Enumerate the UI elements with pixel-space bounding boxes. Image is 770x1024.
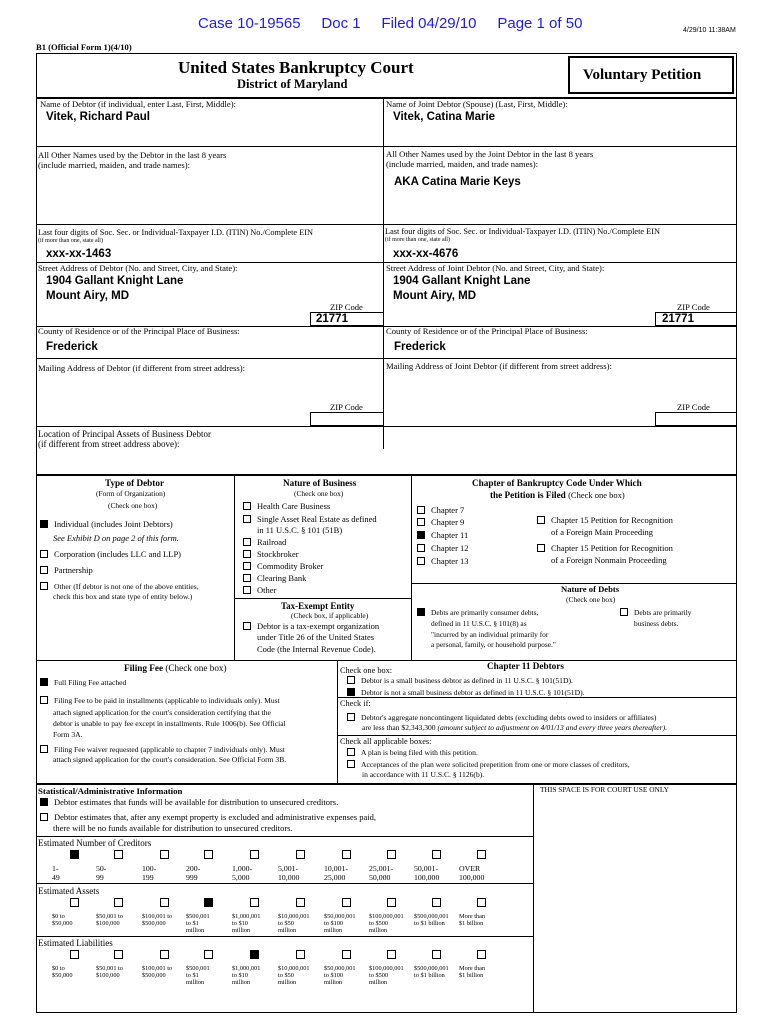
assets-checkbox[interactable]: [250, 898, 259, 907]
creditors-checkbox[interactable]: [114, 850, 123, 859]
creditors-label: 99: [96, 872, 104, 882]
liabilities-checkbox[interactable]: [296, 950, 305, 959]
creditors-label: 100-: [142, 863, 157, 873]
liabilities-label: $50,000: [52, 971, 73, 979]
option-full-fee[interactable]: Full Filing Fee attached: [40, 678, 126, 688]
assets-label: $100,001 to: [142, 912, 173, 920]
joint-ssn-label: Last four digits of Soc. Sec. or Individual-Taxpayer I.D. (ITIN) No./Complete EIN: [385, 227, 660, 236]
debtor-zip: 21771: [316, 313, 348, 325]
assets-label: $50,000: [52, 919, 73, 927]
assets-label: to $10: [232, 919, 248, 927]
business-debts-checkbox[interactable]: [620, 608, 628, 616]
debtor-name: Vitek, Richard Paul: [46, 111, 150, 123]
assets-label: $100,000,001: [369, 912, 404, 920]
assets-checkbox[interactable]: [477, 898, 486, 907]
creditors-checkbox[interactable]: [296, 850, 305, 859]
option-stockbroker[interactable]: Stockbroker: [243, 550, 299, 560]
debtor-street-label: Street Address of Debtor (No. and Street, City, and State):: [38, 263, 238, 273]
liabilities-label: $100,000,001: [369, 964, 404, 972]
assets-label: $500,000: [142, 919, 166, 927]
liabilities-label: to $100: [324, 971, 344, 979]
ch15-nonmain-note: of a Foreign Nonmain Proceeding: [551, 555, 667, 565]
joint-name-label: Name of Joint Debtor (Spouse) (Last, First, Middle):: [386, 99, 568, 109]
creditors-checkbox[interactable]: [477, 850, 486, 859]
consumer-debts-note: defined in 11 U.S.C. § 101(8) as "incurred by an individual primarily for a personal, family, or household purpose.": [431, 619, 556, 650]
creditors-option[interactable]: [369, 850, 415, 883]
liabilities-checkbox[interactable]: [342, 950, 351, 959]
assets-checkbox[interactable]: [70, 898, 79, 907]
creditors-label: 49: [52, 872, 60, 882]
assets-label: $500,000,001: [414, 912, 449, 920]
option-ch15-nonmain[interactable]: Chapter 15 Petition for Recognition: [537, 544, 673, 554]
assets-label: million: [369, 926, 388, 934]
form-id: B1 (Official Form 1)(4/10): [36, 42, 132, 52]
creditors-label: 10,000: [278, 872, 300, 882]
creditors-checkbox[interactable]: [250, 850, 259, 859]
liabilities-label: $100,000: [96, 971, 120, 979]
stockbroker-checkbox[interactable]: [243, 550, 251, 558]
business-debts-note: business debts.: [634, 619, 679, 628]
liabilities-label: $100,001 to: [142, 964, 173, 972]
ch11-checkbox[interactable]: [417, 531, 425, 539]
assets-label: $100,000: [96, 919, 120, 927]
assets-label: to $50: [278, 919, 294, 927]
creditors-label: 100,000: [414, 872, 440, 882]
debtor-mailing-zip-label: ZIP Code: [330, 402, 363, 412]
assets-label: $1 billion: [459, 919, 484, 927]
creditors-label: OVER: [459, 863, 481, 873]
option-clearing[interactable]: Clearing Bank: [243, 574, 306, 584]
debtor-name-label: Name of Debtor (if individual, enter Last, First, Middle):: [40, 99, 236, 109]
option-consumer-debts[interactable]: Debts are primarily consumer debts,: [417, 608, 538, 618]
joint-county-label: County of Residence or of the Principal Place of Business:: [386, 326, 588, 336]
liabilities-option[interactable]: [52, 950, 98, 980]
assets-option[interactable]: [414, 898, 460, 928]
liabilities-option[interactable]: [232, 950, 278, 987]
assets-title: Estimated Assets: [38, 886, 100, 896]
option-ch7[interactable]: Chapter 7: [417, 506, 464, 516]
assets-checkbox[interactable]: [114, 898, 123, 907]
debtor-street-1: 1904 Gallant Knight Lane: [46, 275, 184, 287]
assets-label: $500,001: [186, 912, 210, 920]
funds-available-checkbox[interactable]: [40, 798, 48, 806]
assets-label: $50,001 to: [96, 912, 123, 920]
installments-checkbox[interactable]: [40, 696, 48, 704]
aggregate-debts-checkbox[interactable]: [347, 713, 355, 721]
creditors-option[interactable]: [142, 850, 188, 883]
railroad-checkbox[interactable]: [243, 538, 251, 546]
debtor-ssn: xxx-xx-1463: [46, 248, 112, 260]
creditors-label: 50,000: [369, 872, 391, 882]
assets-option[interactable]: [278, 898, 324, 935]
liabilities-checkbox[interactable]: [250, 950, 259, 959]
liabilities-checkbox[interactable]: [477, 950, 486, 959]
tax-exempt-line3: Code (the Internal Revenue Code).: [257, 644, 376, 654]
liabilities-checkbox[interactable]: [114, 950, 123, 959]
waiver-note: attach signed application for the court's consideration. See Official Form 3B.: [53, 755, 287, 764]
liabilities-label: million: [232, 978, 251, 986]
creditors-label: 5,001-: [278, 863, 299, 873]
single-asset-checkbox[interactable]: [243, 515, 251, 523]
ch11-check-if: Check if:: [340, 699, 371, 708]
creditors-option[interactable]: [278, 850, 324, 883]
filing-fee-title: Filing Fee (Check one box): [124, 663, 227, 673]
location-label: Location of Principal Assets of Business Debtor (if different from street address above):: [38, 429, 211, 450]
assets-label: to $1: [186, 919, 199, 927]
type-debtor-title: Type of Debtor: [105, 478, 165, 488]
liabilities-label: to $1 billion: [414, 971, 445, 979]
nature-business-title: Nature of Business: [283, 478, 357, 488]
type-debtor-sub1: (Form of Organization): [96, 489, 166, 498]
corporation-checkbox[interactable]: [40, 550, 48, 558]
creditors-option[interactable]: [459, 850, 505, 883]
liabilities-label: to $1: [186, 971, 199, 979]
liabilities-label: $500,000,001: [414, 964, 449, 972]
ch12-checkbox[interactable]: [417, 544, 425, 552]
creditors-checkbox[interactable]: [204, 850, 213, 859]
joint-street-1: 1904 Gallant Knight Lane: [393, 275, 531, 287]
assets-checkbox[interactable]: [296, 898, 305, 907]
assets-checkbox[interactable]: [387, 898, 396, 907]
ch15-nonmain-checkbox[interactable]: [537, 544, 545, 552]
liabilities-label: $50,000,001: [324, 964, 356, 972]
option-acceptances[interactable]: Acceptances of the plan were solicited prepetition from one or more classes of creditors,: [347, 760, 630, 770]
creditors-label: 999: [186, 872, 198, 882]
option-small-business[interactable]: Debtor is a small business debtor as defined in 11 U.S.C. § 101(51D).: [347, 676, 573, 686]
liabilities-label: $1,000,001: [232, 964, 261, 972]
assets-label: $10,000,001: [278, 912, 310, 920]
not-small-business-checkbox[interactable]: [347, 688, 355, 696]
option-commodity[interactable]: Commodity Broker: [243, 562, 323, 572]
liabilities-label: $10,000,001: [278, 964, 310, 972]
assets-option[interactable]: [324, 898, 370, 935]
assets-checkbox[interactable]: [432, 898, 441, 907]
assets-checkbox[interactable]: [342, 898, 351, 907]
ch7-checkbox[interactable]: [417, 506, 425, 514]
acceptances-checkbox[interactable]: [347, 760, 355, 768]
no-funds-checkbox[interactable]: [40, 813, 48, 821]
assets-option[interactable]: [459, 898, 505, 928]
assets-label: million: [232, 926, 251, 934]
joint-name: Vitek, Catina Marie: [393, 111, 496, 123]
joint-zip-label: ZIP Code: [677, 302, 710, 312]
joint-mailing-zip-label: ZIP Code: [677, 402, 710, 412]
liabilities-label: to $10: [232, 971, 248, 979]
joint-other-names: AKA Catina Marie Keys: [394, 176, 521, 188]
liabilities-label: $0 to: [52, 964, 65, 972]
ch11-check-one: Check one box:: [340, 666, 393, 675]
liabilities-label: $500,001: [186, 964, 210, 972]
liabilities-label: $500,000: [142, 971, 166, 979]
joint-ssn-sublabel: (if more than one, state all): [385, 237, 450, 243]
creditors-label: 25,001-: [369, 863, 394, 873]
court-title: United States Bankruptcy Court: [178, 58, 414, 77]
debtor-ssn-sublabel: (if more than one, state all): [38, 238, 103, 244]
waiver-checkbox[interactable]: [40, 745, 48, 753]
option-ch11[interactable]: Chapter 11: [417, 531, 468, 541]
option-ch13[interactable]: Chapter 13: [417, 557, 469, 567]
other-entity-checkbox[interactable]: [40, 582, 48, 590]
assets-option[interactable]: [142, 898, 188, 928]
assets-label: $50,000,001: [324, 912, 356, 920]
ch9-checkbox[interactable]: [417, 518, 425, 526]
assets-option[interactable]: [186, 898, 232, 935]
ch13-checkbox[interactable]: [417, 557, 425, 565]
liabilities-checkbox[interactable]: [204, 950, 213, 959]
creditors-checkbox[interactable]: [387, 850, 396, 859]
plan-filed-checkbox[interactable]: [347, 748, 355, 756]
joint-county: Frederick: [394, 341, 446, 353]
liabilities-title: Estimated Liabilities: [38, 938, 113, 948]
creditors-checkbox[interactable]: [160, 850, 169, 859]
ch11-check-all: Check all applicable boxes:: [340, 737, 432, 746]
statistical-title: Statistical/Administrative Information: [38, 786, 183, 796]
court-use-only: THIS SPACE IS FOR COURT USE ONLY: [540, 785, 669, 794]
aggregate-debts-note: are less than $2,343,300 (amount subject to adjustment on 4/01/13 and every three years thereafter).: [362, 723, 668, 732]
tax-exempt-checkbox[interactable]: [243, 622, 251, 630]
liabilities-option[interactable]: [324, 950, 370, 987]
tax-exempt-sub: (Check box, if applicable): [291, 611, 369, 620]
creditors-label: 50,001-: [414, 863, 439, 873]
other-entity-note: check this box and state type of entity below.): [53, 592, 193, 601]
liabilities-checkbox[interactable]: [160, 950, 169, 959]
assets-option[interactable]: [369, 898, 415, 935]
creditors-label: 1-: [52, 863, 59, 873]
creditors-checkbox[interactable]: [342, 850, 351, 859]
no-funds-note: there will be no funds available for distribution to unsecured creditors.: [53, 823, 293, 833]
debtor-ssn-label: Last four digits of Soc. Sec. or Individual-Taxpayer I.D. (ITIN) No./Complete EIN: [38, 228, 313, 237]
assets-option[interactable]: [232, 898, 278, 935]
creditors-label: 50-: [96, 863, 107, 873]
option-individual[interactable]: Individual (includes Joint Debtors): [40, 520, 173, 530]
joint-zip: 21771: [662, 313, 694, 325]
health-checkbox[interactable]: [243, 502, 251, 510]
assets-label: million: [324, 926, 343, 934]
liabilities-checkbox[interactable]: [387, 950, 396, 959]
creditors-label: 100,000: [459, 872, 485, 882]
assets-label: million: [186, 926, 205, 934]
installments-note: attach signed application for the court's consideration certifying that the debtor is unable to pay fee except in installments. Rule 1006(b). See Official Form 3A.: [53, 708, 286, 739]
assets-option[interactable]: [96, 898, 142, 928]
partnership-checkbox[interactable]: [40, 566, 48, 574]
single-asset-note: in 11 U.S.C. § 101 (51B): [257, 525, 343, 535]
assets-checkbox[interactable]: [204, 898, 213, 907]
liabilities-option[interactable]: [142, 950, 188, 980]
debtor-mailing-label: Mailing Address of Debtor (if different from street address):: [38, 363, 245, 373]
liabilities-label: More than: [459, 964, 486, 972]
option-other-business[interactable]: Other: [243, 586, 276, 596]
option-waiver[interactable]: Filing Fee waiver requested (applicable to chapter 7 individuals only). Must: [40, 745, 285, 755]
full-fee-checkbox[interactable]: [40, 678, 48, 686]
liabilities-label: million: [324, 978, 343, 986]
assets-label: to $100: [324, 919, 344, 927]
option-aggregate-debts[interactable]: Debtor's aggregate noncontingent liquidated debts (excluding debts owed to insiders or affiliates): [347, 713, 656, 723]
option-tax-exempt[interactable]: Debtor is a tax-exempt organization: [243, 622, 379, 632]
district: District of Maryland: [237, 77, 348, 91]
tax-exempt-line2: under Title 26 of the United States: [257, 632, 375, 642]
option-ch9[interactable]: Chapter 9: [417, 518, 464, 528]
liabilities-option[interactable]: [186, 950, 232, 987]
liabilities-label: million: [278, 978, 297, 986]
liabilities-option[interactable]: [96, 950, 142, 980]
small-business-checkbox[interactable]: [347, 676, 355, 684]
ch15-main-note: of a Foreign Main Proceeding: [551, 527, 653, 537]
creditors-option[interactable]: [232, 850, 278, 883]
option-plan-filed[interactable]: A plan is being filed with this petition.: [347, 748, 478, 758]
option-funds-available[interactable]: Debtor estimates that funds will be available for distribution to unsecured creditors.: [40, 798, 338, 808]
joint-street-2: Mount Airy, MD: [393, 290, 477, 302]
liabilities-label: to $500: [369, 971, 389, 979]
consumer-debts-checkbox[interactable]: [417, 608, 425, 616]
ch15-main-checkbox[interactable]: [537, 516, 545, 524]
case-header: Case 10-19565 Doc 1 Filed 04/29/10 Page 1 of 50: [198, 15, 583, 32]
creditors-title: Estimated Number of Creditors: [38, 838, 152, 848]
creditors-label: 199: [142, 872, 154, 882]
assets-checkbox[interactable]: [160, 898, 169, 907]
assets-label: $1,000,001: [232, 912, 261, 920]
creditors-label: 5,000: [232, 872, 250, 882]
debtor-county: Frederick: [46, 341, 98, 353]
assets-option[interactable]: [52, 898, 98, 928]
type-debtor-sub2: (Check one box): [108, 501, 158, 510]
option-corporation[interactable]: Corporation (includes LLC and LLP): [40, 550, 181, 560]
creditors-option[interactable]: [186, 850, 232, 883]
commodity-checkbox[interactable]: [243, 562, 251, 570]
liabilities-label: $50,001 to: [96, 964, 123, 972]
assets-label: to $1 billion: [414, 919, 445, 927]
clearing-checkbox[interactable]: [243, 574, 251, 582]
debtor-other-names-label: All Other Names used by the Debtor in the last 8 years (include married, maiden, and trade names):: [38, 150, 227, 170]
individual-checkbox[interactable]: [40, 520, 48, 528]
liabilities-option[interactable]: [369, 950, 415, 987]
timestamp: 4/29/10 11:38AM: [683, 27, 736, 34]
creditors-option[interactable]: [414, 850, 460, 883]
other-business-checkbox[interactable]: [243, 586, 251, 594]
creditors-checkbox[interactable]: [70, 850, 79, 859]
assets-label: million: [278, 926, 297, 934]
liabilities-label: million: [369, 978, 388, 986]
exhibit-note: See Exhibit D on page 2 of this form.: [53, 533, 179, 543]
creditors-option[interactable]: [96, 850, 142, 883]
creditors-label: 10,001-: [324, 863, 349, 873]
nature-debts-sub: (Check one box): [566, 595, 616, 604]
liabilities-label: to $50: [278, 971, 294, 979]
chapter-title-1: Chapter of Bankruptcy Code Under Which: [472, 478, 642, 488]
creditors-label: 200-: [186, 863, 201, 873]
liabilities-checkbox[interactable]: [70, 950, 79, 959]
joint-other-names-label: All Other Names used by the Joint Debtor in the last 8 years (include married, maiden, and trade names):: [386, 149, 594, 169]
option-ch12[interactable]: Chapter 12: [417, 544, 469, 554]
assets-label: to $500: [369, 919, 389, 927]
debtor-street-2: Mount Airy, MD: [46, 290, 130, 302]
option-health-care[interactable]: Health Care Business: [243, 502, 330, 512]
liabilities-label: $1 billion: [459, 971, 484, 979]
tax-exempt-title: Tax-Exempt Entity: [281, 601, 355, 611]
option-single-asset[interactable]: Single Asset Real Estate as defined: [243, 515, 377, 525]
assets-label: $0 to: [52, 912, 65, 920]
option-partnership[interactable]: Partnership: [40, 566, 93, 576]
liabilities-label: million: [186, 978, 205, 986]
debtor-county-label: County of Residence or of the Principal Place of Business:: [38, 326, 240, 336]
debtor-zip-label: ZIP Code: [330, 302, 363, 312]
option-ch15-main[interactable]: Chapter 15 Petition for Recognition: [537, 516, 673, 526]
chapter-title-2: the Petition is Filed (Check one box): [490, 490, 625, 500]
liabilities-checkbox[interactable]: [432, 950, 441, 959]
joint-ssn: xxx-xx-4676: [393, 248, 459, 260]
option-installments[interactable]: Filing Fee to be paid in installments (applicable to individuals only). Must: [40, 696, 280, 706]
liabilities-option[interactable]: [459, 950, 505, 980]
liabilities-option[interactable]: [278, 950, 324, 987]
ch11-debtors-title: Chapter 11 Debtors: [487, 661, 564, 671]
option-other-entity[interactable]: Other (If debtor is not one of the above entities,: [40, 582, 199, 592]
petition-title: Voluntary Petition: [583, 67, 702, 83]
acceptances-note: in accordance with 11 U.S.C. § 1126(b).: [362, 770, 485, 779]
creditors-option[interactable]: [324, 850, 370, 883]
creditors-label: 1,000-: [232, 863, 253, 873]
option-no-funds[interactable]: Debtor estimates that, after any exempt property is excluded and administrative expenses paid,: [40, 813, 376, 823]
nature-business-sub: (Check one box): [294, 489, 344, 498]
option-not-small-business[interactable]: Debtor is not a small business debtor as defined in 11 U.S.C. § 101(51D).: [347, 688, 585, 698]
option-railroad[interactable]: Railroad: [243, 538, 286, 548]
creditors-label: 25,000: [324, 872, 346, 882]
creditors-checkbox[interactable]: [432, 850, 441, 859]
option-business-debts[interactable]: Debts are primarily: [620, 608, 691, 618]
assets-label: More than: [459, 912, 486, 920]
joint-mailing-label: Mailing Address of Joint Debtor (if different from street address):: [386, 361, 612, 371]
creditors-option[interactable]: [52, 850, 98, 883]
nature-debts-title: Nature of Debts: [561, 584, 620, 594]
joint-street-label: Street Address of Joint Debtor (No. and Street, City, and State):: [386, 263, 605, 273]
liabilities-option[interactable]: [414, 950, 460, 980]
